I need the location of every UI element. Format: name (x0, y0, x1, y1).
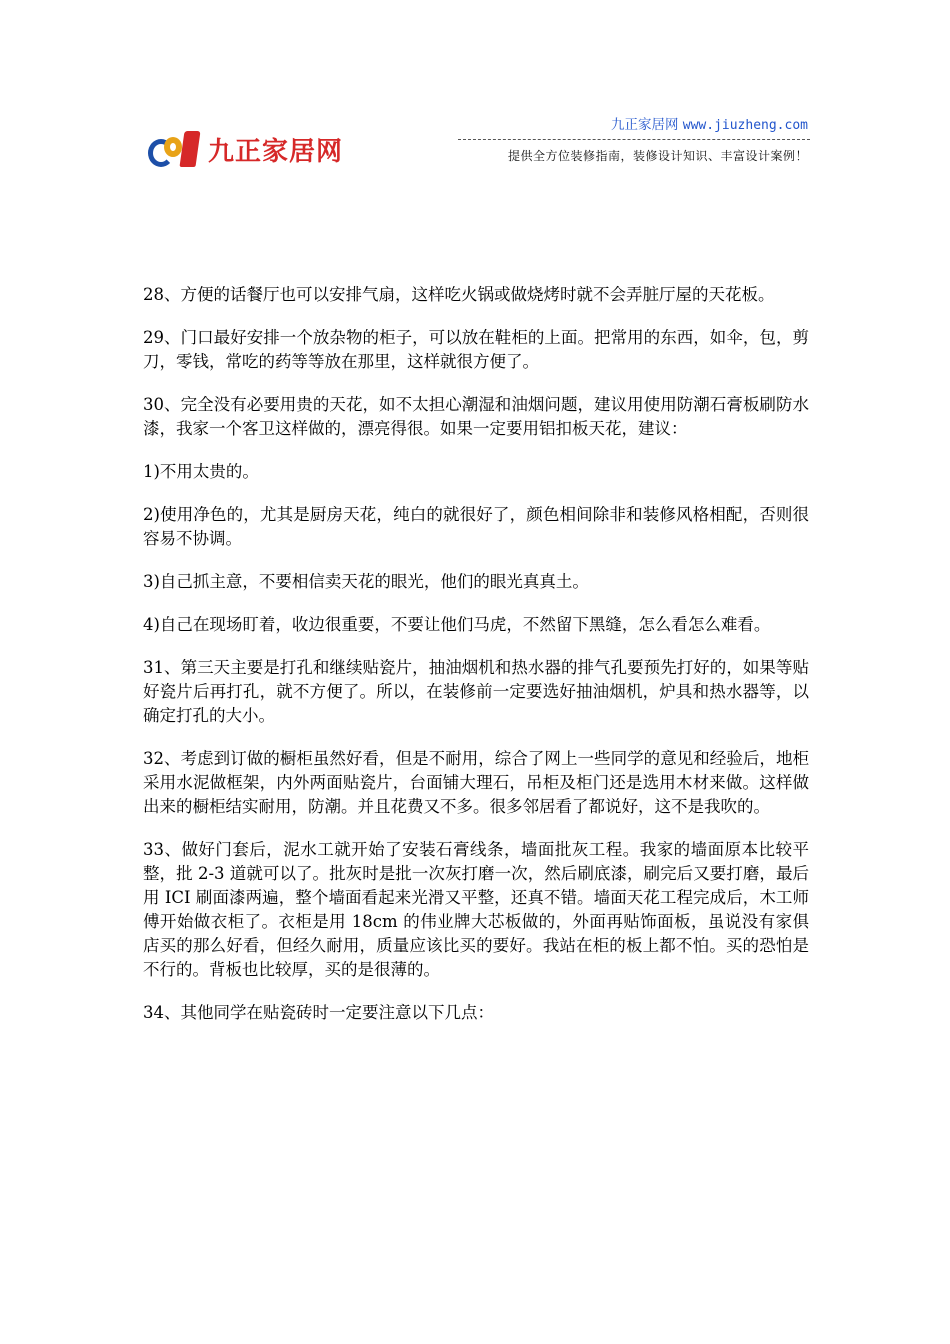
site-logo[interactable] (146, 128, 346, 170)
paragraph-30-item-2: 2)使用净色的，尤其是厨房天花，纯白的就很好了，颜色相间除非和装修风格相配，否则很容易不协调。 (143, 505, 809, 548)
paragraph-30-item-3: 3)自己抓主意，不要相信卖天花的眼光，他们的眼光真真土。 (143, 572, 589, 591)
article-body (143, 283, 809, 1044)
paragraph-30: 30、完全没有必要用贵的天花，如不太担心潮湿和油烟问题，建议用使用防潮石膏板刷防水漆，我家一个客卫这样做的，漂亮得很。如果一定要用铝扣板天花，建议： (143, 395, 809, 438)
site-link-line[interactable] (456, 113, 808, 133)
site-name[interactable]: 九正家居网 (610, 117, 679, 133)
paragraph-28: 28、方便的话餐厅也可以安排气扇，这样吃火锅或做烧烤时就不会弄脏厅屋的天花板。 (143, 285, 775, 304)
paragraph-34: 34、其他同学在贴瓷砖时一定要注意以下几点： (143, 1003, 494, 1022)
paragraph-30-item-4: 4)自己在现场盯着，收边很重要，不要让他们马虎，不然留下黑缝，怎么看怎么难看。 (143, 615, 771, 634)
logo-orange-ring-icon (164, 137, 182, 157)
logo-mark-icon (146, 129, 204, 169)
header-divider (458, 139, 810, 140)
paragraph-30-item-1: 1)不用太贵的。 (143, 462, 259, 481)
site-url-link[interactable]: www.jiuzheng.com (682, 118, 808, 133)
paragraph-32: 32、考虑到订做的橱柜虽然好看，但是不耐用，综合了网上一些同学的意见和经验后，地柜采用水泥做框架，内外两面贴瓷片，台面铺大理石，吊柜及柜门还是选用木材来做。这样做出来的橱柜结实耐用，防潮。并且花费又不多。很多邻居看了都说好，这不是我吹的。 (143, 749, 809, 816)
logo-text: 九正家居网 (208, 136, 344, 167)
page-header (0, 0, 950, 200)
logo-red-bar-icon (179, 131, 200, 167)
paragraph-31: 31、第三天主要是打孔和继续贴瓷片，抽油烟机和热水器的排气孔要预先打好的，如果等贴好瓷片后再打孔，就不方便了。所以，在装修前一定要选好抽油烟机，炉具和热水器等，以确定打孔的大小。 (143, 658, 809, 725)
paragraph-29: 29、门口最好安排一个放杂物的柜子，可以放在鞋柜的上面。把常用的东西，如伞，包，剪刀，零钱，常吃的药等等放在那里，这样就很方便了。 (143, 328, 809, 371)
site-tagline: 提供全方位装修指南，装修设计知识、丰富设计案例！ (507, 149, 808, 163)
paragraph-33: 33、做好门套后，泥水工就开始了安装石膏线条，墙面批灰工程。我家的墙面原本比较平整，批 2-3 道就可以了。批灰时是批一次灰打磨一次，然后刷底漆，刷完后又要打磨，最后用 ICI 刷面漆两遍，整个墙面看起来光滑又平整，还真不错。墙面天花工程完成后，木工师傅开始做衣柜了。衣柜是用 18cm 的伟业牌大芯板做的，外面再贴饰面板，虽说没有家俱店买的那么好看，但经久耐用，质量应该比买的要好。我站在柜的板上都不怕。买的恐怕是不行的。背板也比较厚，买的是很薄的。 (143, 840, 809, 979)
